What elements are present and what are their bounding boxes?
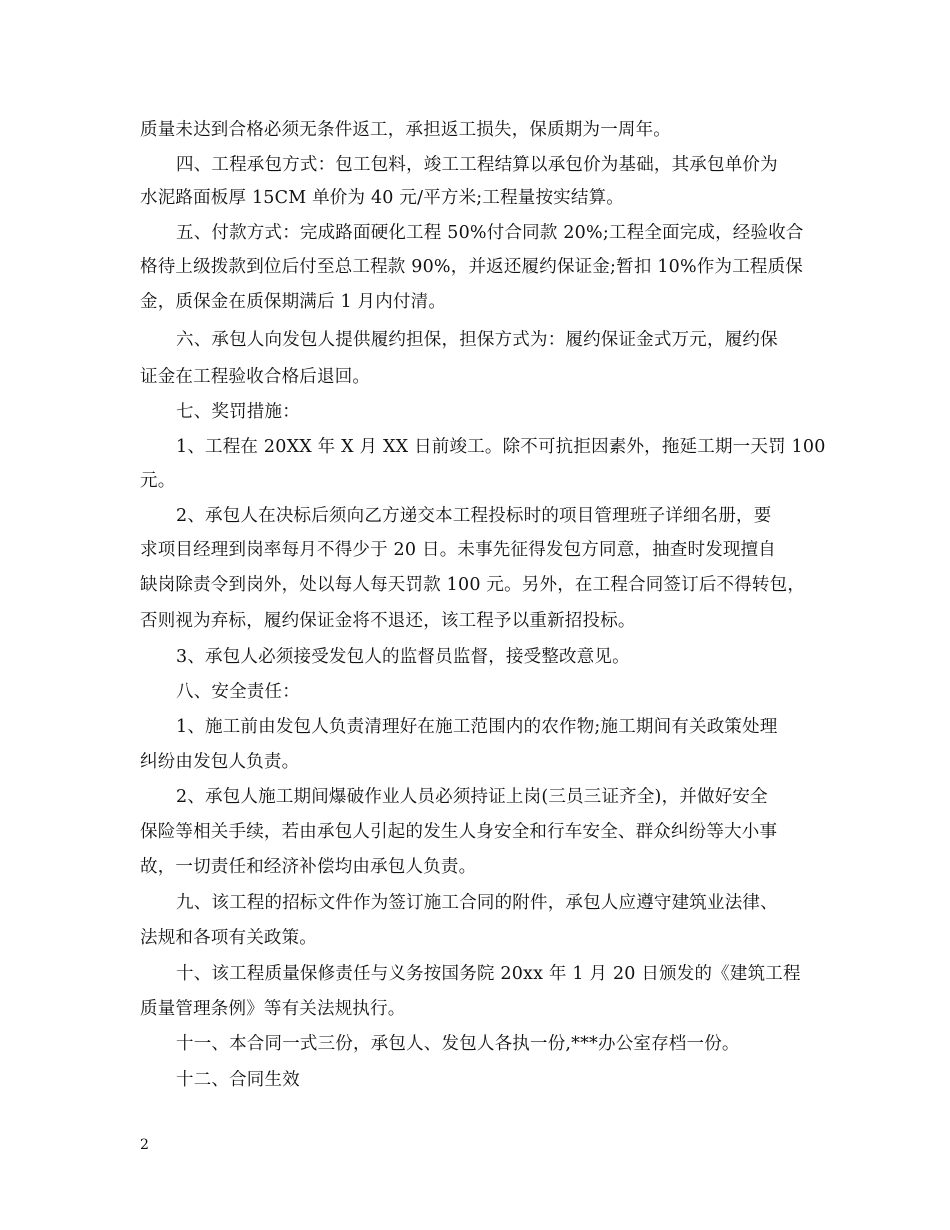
text-line: 十二、合同生效 — [176, 1070, 300, 1090]
text-line: 水泥路面板厚 15CM 单价为 40 元/平方米;工程量按实结算。 — [140, 188, 624, 208]
text-line: 3、承包人必须接受发包人的监督员监督，接受整改意见。 — [176, 647, 630, 667]
text-line: 1、施工前由发包人负责清理好在施工范围内的农作物;施工期间有关政策处理 — [176, 717, 778, 737]
text-line: 缺岗除责令到岗外，处以每人每天罚款 100 元。另外，在工程合同签订后不得转包， — [140, 575, 806, 595]
text-line: 七、奖罚措施： — [176, 402, 300, 422]
page-number: 2 — [140, 1137, 149, 1153]
text-line: 格待上级拨款到位后付至总工程款 90%，并返还履约保证金;暂扣 10%作为工程质保 — [140, 257, 804, 277]
text-line: 求项目经理到岗率每月不得少于 20 日。未事先征得发包方同意，抽查时发现擅自 — [140, 540, 776, 560]
text-line: 元。 — [140, 471, 176, 491]
text-line: 八、安全责任： — [176, 682, 300, 702]
text-line: 否则视为弃标，履约保证金将不退还，该工程予以重新招投标。 — [140, 611, 636, 631]
text-line: 质量未达到合格必须无条件返工，承担返工损失，保质期为一周年。 — [140, 120, 671, 140]
text-line: 质量管理条例》等有关法规执行。 — [140, 999, 406, 1019]
text-line: 十一、本合同一式三份，承包人、发包人各执一份,***办公室存档一份。 — [176, 1034, 740, 1054]
text-line: 故，一切责任和经济补偿均由承包人负责。 — [140, 857, 477, 877]
text-line: 证金在工程验收合格后退回。 — [140, 367, 371, 387]
text-line: 九、该工程的招标文件作为签订施工合同的附件，承包人应遵守建筑业法律、 — [176, 893, 778, 913]
text-line: 四、工程承包方式：包工包料，竣工工程结算以承包价为基础，其承包单价为 — [176, 155, 778, 175]
text-line: 金，质保金在质保期满后 1 月内付清。 — [140, 292, 447, 312]
text-line: 十、该工程质量保修责任与义务按国务院 20xx 年 1 月 20 日颁发的《建筑工程 — [176, 964, 801, 984]
text-line: 五、付款方式：完成路面硬化工程 50%付合同款 20%;工程全面完成，经验收合 — [176, 223, 804, 243]
text-line: 2、承包人在决标后须向乙方递交本工程投标时的项目管理班子详细名册，要 — [176, 506, 772, 526]
text-line: 纠纷由发包人负责。 — [140, 752, 300, 772]
text-line: 法规和各项有关政策。 — [140, 928, 317, 948]
text-line: 1、工程在 20XX 年 X 月 XX 日前竣工。除不可抗拒因素外，拖延工期一天罚 100 — [176, 437, 826, 457]
text-line: 六、承包人向发包人提供履约担保，担保方式为：履约保证金式万元，履约保 — [176, 330, 778, 350]
text-line: 保险等相关手续，若由承包人引起的发生人身安全和行车安全、群众纠纷等大小事 — [140, 822, 778, 842]
text-line: 2、承包人施工期间爆破作业人员必须持证上岗(三员三证齐全)，并做好安全 — [176, 787, 768, 807]
